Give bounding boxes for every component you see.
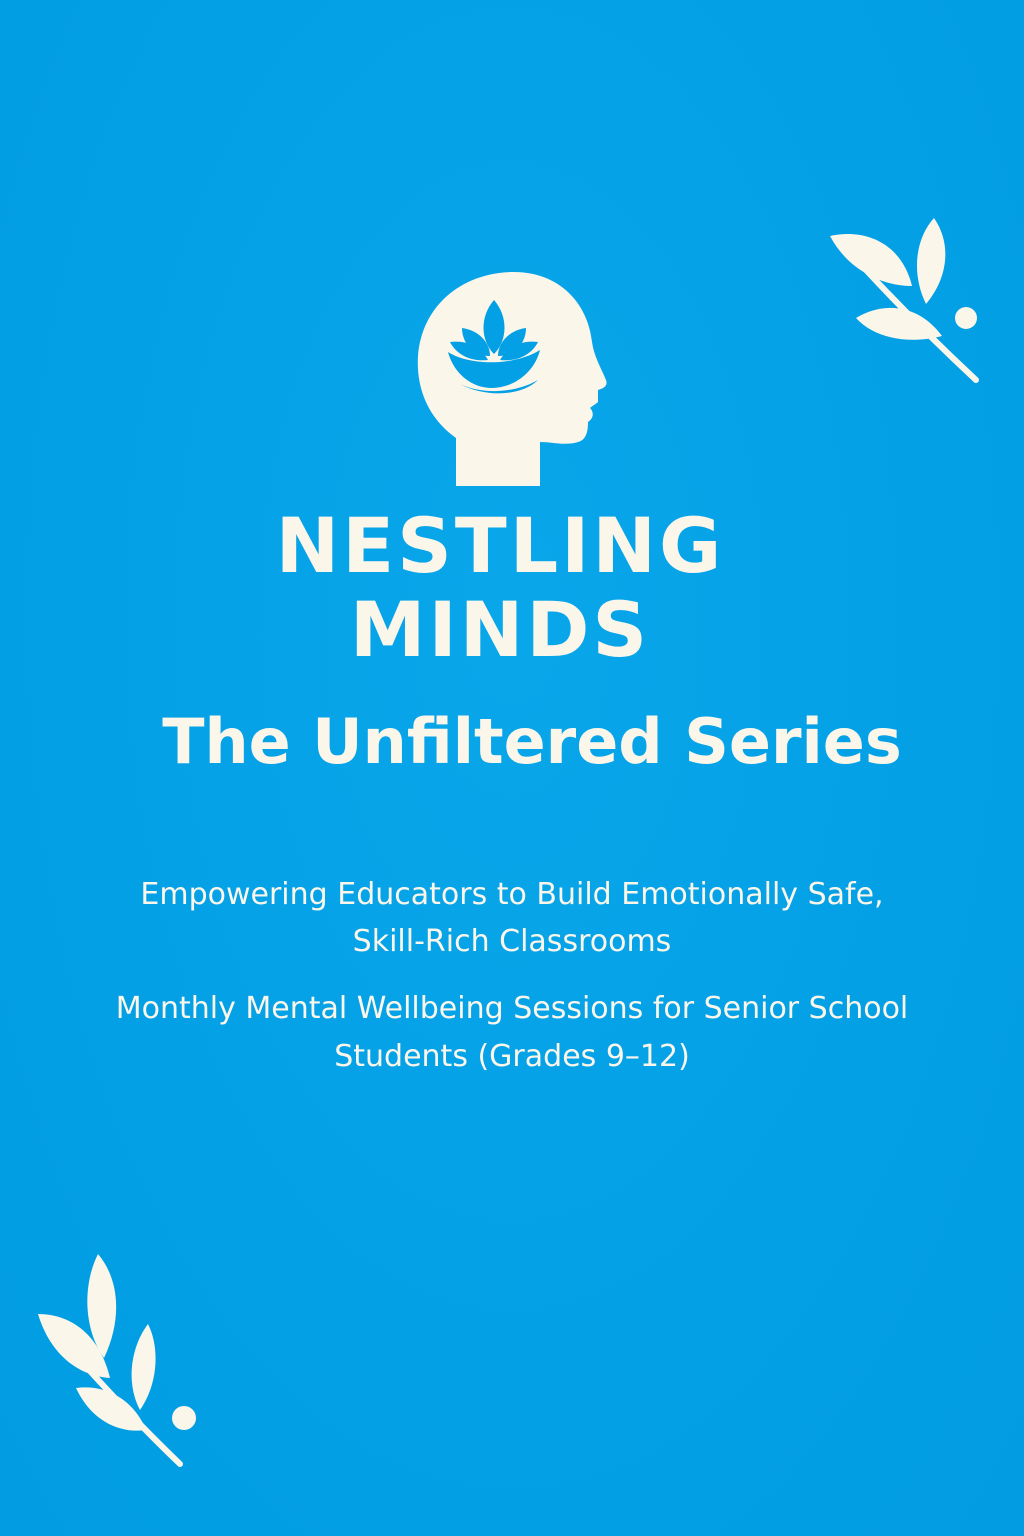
leaf-sprig-icon: [826, 214, 986, 386]
students-tagline-line1: Monthly Mental Wellbeing Sessions for Senior School: [115, 991, 909, 1026]
head-with-sprout-icon: [410, 270, 610, 486]
students-tagline-line2: Students (Grades 9–12): [334, 1039, 690, 1074]
series-title: The Unfiltered Series: [162, 705, 902, 778]
educators-tagline-line1: Empowering Educators to Build Emotionally Safe,: [140, 877, 884, 912]
educators-tagline-line2: Skill-Rich Classrooms: [352, 924, 672, 959]
brand-name-line2: MINDS: [349, 585, 651, 674]
leaf-sprig-icon: [34, 1250, 204, 1472]
brand-name-line1: NESTLING: [275, 501, 725, 590]
